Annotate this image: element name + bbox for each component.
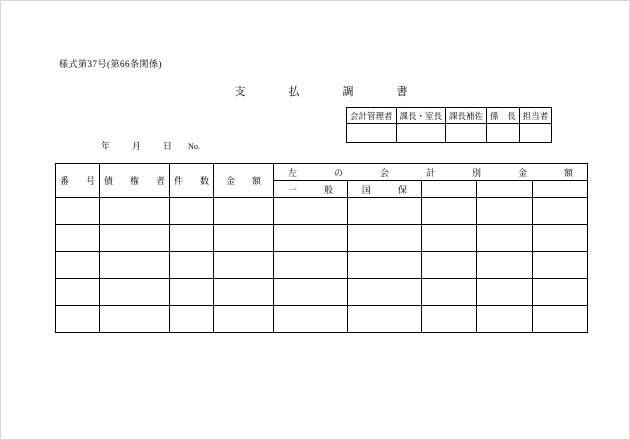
cell-count[interactable] [170, 198, 214, 225]
stamp-cell[interactable] [519, 124, 552, 143]
approval-stamp-table [346, 107, 552, 143]
cell-account-3[interactable] [421, 306, 476, 333]
cell-account-4[interactable] [477, 279, 532, 306]
stamp-header-cell: 課長補佐 [446, 108, 487, 124]
cell-count[interactable] [170, 306, 214, 333]
table-row [56, 279, 588, 306]
stamp-header-cell: 係 長 [487, 108, 520, 124]
document-number-label: No. [188, 142, 200, 151]
stamp-cell[interactable] [347, 124, 397, 143]
cell-amount[interactable] [214, 252, 274, 279]
cell-amount[interactable] [214, 225, 274, 252]
cell-account-3[interactable] [421, 279, 476, 306]
payment-detail-table [55, 163, 588, 333]
cell-account-4[interactable] [477, 198, 532, 225]
col-header-creditor: 債 権 者 [100, 164, 170, 198]
cell-account-1[interactable] [274, 252, 348, 279]
cell-account-1[interactable] [274, 198, 348, 225]
cell-number[interactable] [56, 225, 100, 252]
cell-account-1[interactable] [274, 225, 348, 252]
cell-amount[interactable] [214, 198, 274, 225]
table-row [56, 225, 588, 252]
month-label: 月 [132, 141, 142, 151]
form-number: 様式第37号(第66条関係) [59, 59, 162, 69]
cell-account-1[interactable] [274, 279, 348, 306]
cell-number[interactable] [56, 306, 100, 333]
stamp-header-cell: 会計管理者 [347, 108, 397, 124]
table-header-row [56, 164, 588, 181]
stamp-cell[interactable] [446, 124, 487, 143]
year-label: 年 [101, 141, 111, 151]
cell-account-2[interactable] [347, 306, 421, 333]
cell-account-3[interactable] [421, 198, 476, 225]
cell-account-2[interactable] [347, 279, 421, 306]
cell-account-3[interactable] [421, 252, 476, 279]
cell-count[interactable] [170, 225, 214, 252]
cell-account-2[interactable] [347, 252, 421, 279]
cell-account-5[interactable] [532, 306, 587, 333]
cell-count[interactable] [170, 279, 214, 306]
cell-account-4[interactable] [477, 306, 532, 333]
cell-number[interactable] [56, 252, 100, 279]
col-header-count: 件 数 [170, 164, 214, 198]
cell-account-5[interactable] [532, 252, 587, 279]
table-row [56, 198, 588, 225]
cell-account-2[interactable] [347, 198, 421, 225]
stamp-header-cell: 課長・室長 [396, 108, 446, 124]
cell-account-5[interactable] [532, 279, 587, 306]
cell-account-4[interactable] [477, 225, 532, 252]
col-subheader-blank-2 [477, 181, 532, 198]
cell-creditor[interactable] [100, 225, 170, 252]
cell-account-1[interactable] [274, 306, 348, 333]
col-header-number: 番 号 [56, 164, 100, 198]
cell-number[interactable] [56, 198, 100, 225]
col-subheader-kokuho: 国 保 [347, 181, 421, 198]
page-title: 支 払 調 書 [234, 86, 424, 98]
cell-creditor[interactable] [100, 279, 170, 306]
cell-creditor[interactable] [100, 306, 170, 333]
cell-count[interactable] [170, 252, 214, 279]
cell-account-3[interactable] [421, 225, 476, 252]
cell-number[interactable] [56, 279, 100, 306]
col-subheader-blank-1 [421, 181, 476, 198]
stamp-cell[interactable] [487, 124, 520, 143]
cell-account-5[interactable] [532, 225, 587, 252]
table-row [56, 252, 588, 279]
cell-creditor[interactable] [100, 198, 170, 225]
col-subheader-blank-3 [532, 181, 587, 198]
cell-account-4[interactable] [477, 252, 532, 279]
cell-amount[interactable] [214, 306, 274, 333]
date-line [101, 139, 200, 152]
cell-creditor[interactable] [100, 252, 170, 279]
cell-account-2[interactable] [347, 225, 421, 252]
stamp-header-cell: 担当者 [519, 108, 552, 124]
cell-amount[interactable] [214, 279, 274, 306]
stamp-header-row [347, 108, 552, 124]
col-header-account-group: 左 の 会 計 別 金 額 [274, 164, 588, 181]
cell-account-5[interactable] [532, 198, 587, 225]
stamp-cell[interactable] [396, 124, 446, 143]
col-subheader-general: 一 般 [274, 181, 348, 198]
stamp-value-row [347, 124, 552, 143]
day-label: 日 [163, 141, 173, 151]
table-row [56, 306, 588, 333]
col-header-amount: 金 額 [214, 164, 274, 198]
